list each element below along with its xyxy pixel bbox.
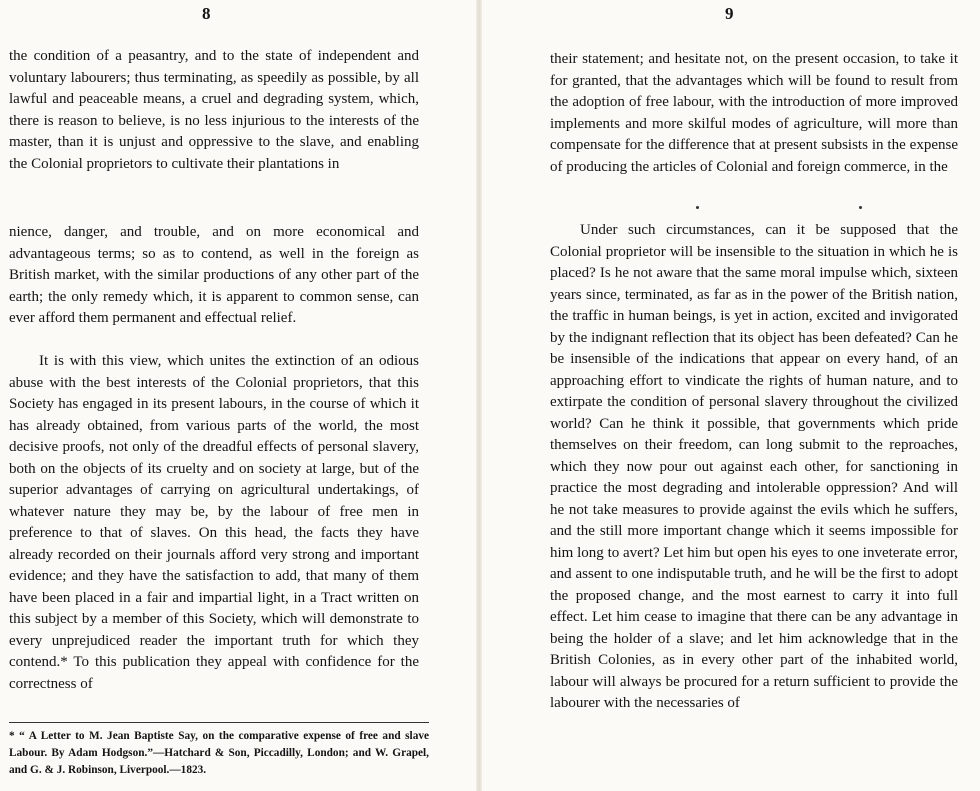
left-text-block-3	[9, 351, 419, 695]
paragraph: It is with this view, which unites the extinction of an odious abuse with the best interests of the Colonial proprietors, that this Society has engaged in its present labours, in the course of which it has already obtained, from various parts of the world, the most decisive proofs, not only of the dreadful effects of personal slavery, both on the objects of its cruelty and on society at large, but of the superior advantages of carrying on agricultural undertakings, of whatever nature they may be, by the labour of free men in preference to that of slaves. On this head, the facts they have already recorded on their journals afford very strong and important evidence; and they have the satisfaction to add, that many of them have been placed in a fair and impartial light, in a Tract written on this subject by a member of this Society, which will demonstrate to every unprejudiced reader the important truth for which they contend.* To this publication they appeal with confidence for the correctness of	[9, 353, 419, 692]
page-number: 9	[725, 4, 734, 23]
footnote: * “ A Letter to M. Jean Baptiste Say, on the comparative expense of free and slave Labour. By Adam Hodgson.”—Hatchard & Son, Piccadilly, London; and W. Grapel, and G. & J. Robinson, Liverpool.—1823.	[9, 730, 429, 776]
paragraph: their statement; and hesitate not, on the present occasion, to take it for granted, that the advantages which will be found to result from the adoption of free labour, with the introduction of more improved implements and more skilful modes of agriculture, will more than compensate for the difference that at present subsists in the expense of producing the articles of Colonial and foreign commerce, in the	[550, 51, 958, 175]
print-mark	[696, 206, 699, 209]
left-text-block-1	[9, 46, 419, 175]
left-page	[0, 0, 478, 791]
right-page	[480, 0, 980, 791]
right-text-block-1	[550, 49, 958, 178]
page-number: 8	[202, 4, 211, 23]
paragraph: Under such circumstances, can it be supposed that the Colonial proprietor will be insensible to the situation in which he is placed? Is he not aware that the same moral impulse which, sixteen years since, terminated, as far as in the power of the British nation, the traffic in human beings, is yet in action, excited and invigorated by the indignant reflection that its object has been defeated? Can he be insensible of the indications that appear on every hand, of an approaching effort to vindicate the rights of human nature, and to extirpate the condition of personal slavery throughout the civilized world? Can he think it possible, that governments which pride themselves on their freedom, can long submit to the reproaches, which they now pour out against each other, for sanctioning in practice the most degrading and intolerable oppression? And will he not take measures to provide against the evils which he suffers, and the still more important change which it seems impossible for him long to avert? Let him but open his eyes to one inveterate error, and assent to one indisputable truth, and he will be the first to adopt the proposed change, and the most earnest to carry it into full effect. Let him cease to imagine that there can be any advantage in being the holder of a slave; and let him acknowledge that in the British Colonies, as in every other part of the inhabited world, labour will always be procured for a return sufficient to provide the labourer with the necessaries of	[550, 222, 958, 711]
paragraph: nience, danger, and trouble, and on more economical and advantageous terms; so as to contend, as well in the foreign as British market, with the similar productions of any other part of the earth; the only remedy which, it is apparent to common sense, can ever afford them permanent and effectual relief.	[9, 224, 419, 326]
right-text-block-2	[550, 220, 958, 715]
left-text-block-2	[9, 222, 419, 330]
print-mark	[859, 206, 862, 209]
footnote-divider	[9, 722, 429, 723]
paragraph: the condition of a peasantry, and to the state of independent and voluntary labourers; thus terminating, as speedily as possible, by all lawful and peaceable means, a cruel and degrading system, which, there is reason to believe, is no less injurious to the interests of the master, than it is unjust and oppressive to the slave, and enabling the Colonial proprietors to cultivate their plantations in	[9, 48, 419, 172]
